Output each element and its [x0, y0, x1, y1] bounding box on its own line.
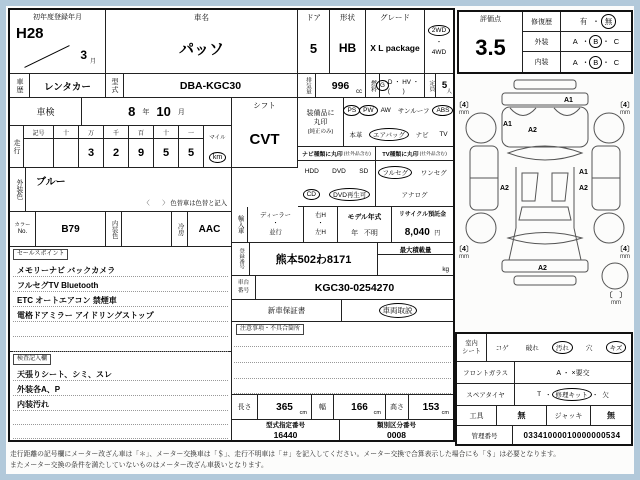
mileage-unit-cell — [204, 126, 232, 168]
mileage-header-100: 百 — [129, 126, 154, 139]
equip-aw: AW — [380, 106, 391, 114]
caution-section — [232, 322, 453, 395]
tv-type-header-note: (社外品含む) — [419, 152, 447, 157]
tread-depth-unit: mm — [611, 299, 621, 306]
front-bumper-strip-top — [514, 80, 576, 89]
headlight-left — [510, 108, 536, 116]
interior-color-label-cell — [106, 212, 122, 247]
mileage-digit-kigo — [24, 139, 54, 168]
import-dealer-cell — [248, 207, 304, 243]
seat-stain: 汚れ — [555, 345, 569, 352]
nav-hdd: HDD — [304, 168, 319, 176]
caution-empty-line — [234, 362, 451, 363]
windshield-value: A ・ ×要交 — [515, 362, 631, 384]
equipment-row-2 — [344, 130, 453, 139]
sales-point-empty-line — [13, 336, 228, 352]
capacity-unit: 人 — [446, 89, 452, 95]
first-registration-month: 3 — [80, 48, 87, 62]
class-category-value: 0008 — [387, 429, 406, 440]
sales-points-section — [10, 247, 232, 352]
drivetrain-cell — [425, 10, 453, 74]
interior-grade-sep: ・ — [602, 57, 610, 67]
import-dealer-sep: ・ — [272, 220, 279, 228]
interior-grade-label: 内装 — [523, 52, 561, 72]
equip-abs: ABS — [436, 106, 450, 114]
exterior-grade-sep: ・ — [581, 37, 590, 46]
footer-line-2: またメーター交換の条件を満たしていないものはメーター改ざん車扱いとなります。 — [10, 461, 268, 469]
vehicle-manual-cell — [342, 300, 453, 322]
shift-value: CVT — [249, 130, 280, 148]
mileage-header-kigo: 記号 — [24, 126, 54, 139]
inspector-note-line: 内装汚れ — [13, 395, 228, 411]
type-designation-label: 型式指定番号 — [266, 422, 305, 430]
recycle-deposit-unit: 円 — [434, 231, 441, 237]
evaluation-score-value: 3.5 — [475, 35, 506, 60]
management-no-label: 管理番号 — [457, 426, 513, 444]
sales-point-line: ETC オートエアコン 禁煙車 — [13, 291, 228, 307]
mileage-digit-1k: 2 — [104, 139, 129, 168]
registration-no-value: 熊本502わ8171 — [250, 243, 378, 276]
repair-history-label: 修復歴 — [523, 12, 561, 32]
sales-point-line: フルセグTV Bluetooth — [13, 276, 228, 292]
recycle-deposit-label: リサイクル預託金 — [398, 212, 447, 218]
import-handle-cell — [304, 207, 338, 243]
tv-type-header: TV種類に丸印 — [382, 152, 419, 158]
chassis-no-label-cell — [232, 276, 256, 300]
equip-tv: TV — [439, 130, 448, 138]
tv-type-row-2 — [391, 190, 437, 199]
mileage-digit-10k: 3 — [79, 139, 104, 168]
tv-type-row-1 — [376, 168, 453, 177]
length-unit: cm — [299, 410, 307, 416]
wheel-front-right — [594, 113, 624, 143]
repair-history-sep: ・ — [592, 17, 600, 26]
max-load-unit: kg — [442, 266, 449, 273]
max-load-label: 最大積載量 — [378, 243, 453, 255]
tv-type-items-cell — [376, 161, 453, 207]
equipment-label: 装備品に丸印 — [306, 109, 335, 126]
color-no-label-bottom: No. — [17, 228, 28, 235]
tv-type-header-cell — [376, 147, 453, 161]
seat-label-top: 室内 — [465, 339, 478, 347]
tread-depth-front-left — [452, 102, 476, 116]
rear-deck-left — [509, 228, 516, 260]
repair-history-value-cell — [561, 12, 631, 32]
equipment-row-1 — [344, 106, 453, 115]
tools-label: 工具 — [457, 406, 497, 426]
caution-empty-line — [234, 378, 451, 379]
spare-tire-missing: 欠 — [602, 392, 609, 399]
caution-empty-line — [234, 393, 451, 394]
rear-window — [508, 233, 582, 245]
sales-points-tab: セールスポイント — [13, 249, 68, 260]
jack-value: 無 — [591, 406, 631, 426]
import-label-cell — [232, 207, 248, 243]
inspector-note-empty-line — [13, 424, 228, 439]
fuel-gasoline-mark: G — [380, 82, 385, 89]
tread-depth-front-right-value: 〔4〕 — [616, 102, 634, 109]
spare-tire-repair-kit: 修理キット — [555, 392, 588, 399]
history-label: 車歴 — [16, 77, 23, 94]
mileage-header-10k: 万 — [79, 126, 104, 139]
capacity-value: 5 — [441, 80, 448, 91]
drivetrain-4wd: 4WD — [431, 49, 447, 56]
equipment-items-cell — [344, 98, 453, 147]
first-registration-month-unit: 月 — [89, 59, 96, 65]
tread-depth-unit: mm — [620, 109, 630, 116]
fuel-label: 燃料 — [369, 79, 376, 92]
seat-hole: 穴 — [585, 345, 593, 352]
main-info-table — [8, 8, 455, 442]
height-label: 高さ — [386, 395, 409, 420]
width-label: 幅 — [312, 395, 334, 420]
wheel-rear-left — [466, 213, 496, 243]
model-code-label-cell — [106, 74, 124, 98]
nav-dvd: DVD — [332, 168, 346, 176]
first-registration-label: 初年度登録年月 — [33, 14, 82, 21]
new-car-warranty-cell: 新車保証書 — [232, 300, 342, 322]
first-registration-cell — [10, 10, 106, 74]
model-year-value-cell — [351, 228, 378, 238]
tread-depth-rear-left — [452, 246, 476, 260]
body-color-note: 色替車は色替と記入 — [170, 200, 227, 207]
nav-dvd-play: DVD再生可 — [333, 191, 367, 199]
condition-table — [455, 332, 633, 446]
type-designation-cell — [232, 420, 340, 440]
class-category-cell — [340, 420, 453, 440]
exterior-grade-sep: ・ — [602, 37, 610, 46]
nav-sd: SD — [359, 168, 369, 176]
mileage-header-1: 一 — [179, 126, 204, 139]
model-year-value: 不明 — [363, 230, 378, 238]
tread-depth-rear-right — [613, 246, 637, 260]
color-no-value: B79 — [36, 212, 106, 247]
tread-depth-front-left-value: 〔4〕 — [455, 102, 473, 109]
wheel-front-left — [466, 113, 496, 143]
car-name-value: パッソ — [178, 40, 224, 58]
tv-fullseg: フルセグ — [382, 169, 409, 177]
chassis-no-label: 車台番号 — [237, 280, 250, 294]
footer-notes — [10, 450, 634, 471]
spare-tire-sep: ・ — [591, 392, 599, 399]
import-handle-sep: ・ — [317, 220, 324, 228]
caution-tab: 注意事項・不具合箇所 — [236, 324, 304, 335]
mileage-unit-mile: マイル — [209, 134, 226, 141]
doors-cell — [298, 10, 330, 74]
displacement-cell — [316, 74, 366, 98]
equip-sunroof: サンルーフ — [397, 107, 430, 115]
type-designation-value: 16440 — [273, 429, 298, 440]
windshield-label: フロントガラス — [457, 362, 515, 384]
equip-navi: ナビ — [415, 131, 429, 139]
sales-point-empty-line — [13, 321, 228, 337]
drivetrain-2wd: 2WD — [431, 27, 447, 34]
jack-label: ジャッキ — [547, 406, 591, 426]
interior-grade-sep: ・ — [581, 57, 590, 67]
interior-grade-c: C — [613, 57, 620, 67]
exterior-grade-value-cell — [561, 32, 631, 52]
capacity-label-cell — [425, 74, 436, 98]
shaken-month-unit: 月 — [177, 108, 185, 116]
shaken-month: 10 — [156, 104, 171, 119]
interior-grade-a: A — [572, 57, 578, 67]
chassis-no-value: KGC30-0254270 — [256, 276, 453, 300]
import-dealer: ディーラー — [260, 211, 291, 219]
tread-depth-spare-value: 〔 〕 — [605, 292, 627, 299]
nav-type-items-cell — [298, 161, 376, 207]
doors-label: ドア — [306, 13, 321, 22]
inspector-note-line: 外装各A、P — [13, 380, 228, 396]
nav-type-row-2 — [298, 190, 375, 199]
tread-depth-unit: mm — [459, 109, 469, 116]
shaken-label: 車検 — [10, 98, 82, 126]
car-name-cell — [106, 10, 298, 74]
width-value: 166 — [351, 401, 368, 413]
doors-value: 5 — [309, 40, 318, 56]
equip-airbag: エアバッグ — [373, 131, 405, 139]
fuel-options: D ・ HV ・ ( ) — [387, 78, 420, 95]
shaken-value-cell — [82, 98, 232, 126]
nav-type-header-cell — [298, 147, 376, 161]
windshield — [508, 146, 582, 160]
diagonal-slash — [24, 45, 69, 68]
rear-bench-seat — [519, 207, 571, 220]
shift-cell — [232, 98, 298, 168]
mileage-header-100k: 十 — [54, 126, 79, 139]
length-label: 長さ — [232, 395, 258, 420]
drivetrain-separator: ・ — [435, 39, 443, 46]
damage-mark-right-side: A1 — [579, 169, 588, 176]
evaluation-table — [457, 10, 633, 74]
spare-tire-sep: ・ — [545, 392, 552, 399]
interior-color-value — [122, 212, 172, 247]
mileage-label: 走行 — [13, 138, 20, 155]
registration-no-label: 登録番号 — [238, 248, 245, 270]
body-shape-label: 形状 — [340, 13, 355, 22]
car-name-label: 車名 — [194, 13, 209, 22]
width-cell — [334, 395, 386, 420]
capacity-label: 定員 — [427, 79, 434, 92]
seat-condition-items — [487, 334, 631, 362]
body-color-cell — [26, 168, 232, 212]
spare-tire-value-cell — [515, 384, 631, 406]
displacement-unit: cc — [356, 89, 362, 95]
grade-cell — [366, 10, 425, 74]
interior-grade-value-cell — [561, 52, 631, 72]
capacity-cell — [436, 74, 453, 98]
tread-depth-unit: mm — [459, 253, 469, 260]
body-color-value: ブルー — [36, 177, 66, 188]
management-no-value: 03341000010000000534 — [523, 430, 621, 440]
mileage-digit-10: 5 — [154, 139, 179, 168]
equip-leather: 本革 — [349, 131, 363, 139]
vehicle-manual: 車両取説 — [382, 306, 413, 315]
model-code-label: 型式 — [111, 77, 118, 94]
displacement-label-cell — [298, 74, 316, 98]
ac-label-cell — [172, 212, 188, 247]
caution-empty-line — [234, 346, 451, 347]
ac-label: 冷房 — [176, 222, 184, 236]
damage-mark-left-fender: A1 — [503, 121, 512, 128]
body-color-label-cell — [10, 168, 26, 212]
nav-type-header: ナビ種類に丸印 — [302, 152, 343, 158]
footer-line-1: 走行距離の記号欄にメーター改ざん車は「＊」、メーター交換車は「＄」、走行不明車は「＃」を記入してください。メーター交換で合算表示した場合にも「＄」は必要となります。 — [10, 451, 560, 458]
damage-mark-left-side: A2 — [500, 185, 509, 192]
sales-point-line: メモリーナビ バックカメラ — [13, 261, 228, 277]
exterior-grade-label: 外装 — [523, 32, 561, 52]
shaken-year-unit: 年 — [142, 108, 150, 116]
body-color-label: 外装色 — [14, 179, 22, 200]
repair-history-no: 無 — [604, 17, 613, 26]
spare-tire-t: T — [537, 391, 542, 398]
equipment-label-cell — [298, 98, 344, 147]
history-value: レンタカー — [30, 74, 106, 98]
nav-type-header-note: (社外品含む) — [343, 152, 371, 157]
nav-type-row-1 — [298, 168, 375, 175]
mileage-digit-100k — [54, 139, 79, 168]
shaken-year: 8 — [128, 104, 136, 119]
color-no-label-cell — [10, 212, 36, 247]
exterior-grade-b: B — [593, 37, 599, 46]
exterior-grade-a: A — [572, 37, 578, 46]
grade-value: X L package — [370, 43, 420, 53]
front-seat-left — [522, 173, 538, 201]
body-color-note-cell — [143, 198, 227, 207]
repair-history-yes: 有 — [579, 17, 588, 26]
mileage-digit-100: 9 — [129, 139, 154, 168]
import-parallel: 並行 — [269, 228, 282, 236]
height-cell — [409, 395, 453, 420]
import-rh: 右H — [315, 211, 326, 219]
mileage-header-1k: 千 — [104, 126, 129, 139]
first-registration-era: H28 — [16, 25, 44, 42]
mileage-digit-1: 5 — [179, 139, 204, 168]
model-year-unit: 年 — [351, 230, 359, 238]
seat-label-cell — [457, 334, 487, 362]
body-shape-cell — [330, 10, 366, 74]
recycle-deposit-value-cell — [405, 222, 441, 240]
recycle-deposit-value: 8,040 — [404, 227, 430, 238]
mileage-unit-km: km — [212, 153, 223, 161]
tools-value: 無 — [497, 406, 547, 426]
wheel-rear-right — [594, 213, 624, 243]
mileage-label-cell — [10, 126, 24, 168]
spare-tire — [602, 263, 628, 289]
inspector-note-empty-line — [13, 410, 228, 425]
headlight-right — [554, 108, 580, 116]
tread-depth-rear-left-value: 〔4〕 — [455, 246, 473, 253]
tread-depth-spare — [604, 292, 628, 306]
seat-label-bottom: シート — [462, 347, 481, 355]
ac-value: AAC — [188, 212, 232, 247]
recycle-deposit-cell — [392, 207, 453, 243]
inspector-note-line: 天張りシート、シミ、スレ — [13, 365, 228, 381]
fuel-label-cell — [366, 74, 380, 98]
shift-label: シフト — [253, 101, 276, 110]
body-color-paren: 〈 〉 — [143, 200, 169, 207]
interior-color-label: 内装色 — [110, 219, 118, 239]
equip-pw: PW — [363, 106, 374, 114]
model-year-label: モデル年式 — [347, 213, 382, 221]
height-value: 153 — [422, 401, 440, 413]
grade-label: グレード — [380, 13, 410, 22]
model-year-cell — [338, 207, 392, 243]
length-cell — [258, 395, 312, 420]
import-lh: 左H — [315, 228, 326, 236]
car-damage-diagram — [452, 76, 638, 330]
history-label-cell — [10, 74, 30, 98]
seat-burn: コゲ — [495, 345, 509, 352]
max-load-cell — [378, 243, 453, 276]
seat-scratch: キズ — [609, 345, 623, 352]
inspector-notes-tab: 検査記入欄 — [13, 354, 51, 365]
tv-oneseg: ワンセグ — [420, 169, 447, 177]
front-seat-right — [552, 173, 568, 201]
tread-depth-front-right — [613, 102, 637, 116]
sales-point-line: 電格ドアミラー アイドリングストップ — [13, 306, 228, 322]
nav-cd: CD — [306, 190, 316, 198]
model-code-value: DBA-KGC30 — [124, 74, 298, 98]
damage-mark-front-bumper: A1 — [564, 97, 573, 104]
seat-tear: 破れ — [525, 345, 539, 352]
fuel-cell — [380, 74, 425, 98]
equip-ps: PS — [347, 106, 357, 114]
exterior-grade-c: C — [613, 37, 620, 46]
tv-analog: アナログ — [401, 192, 428, 200]
length-value: 365 — [276, 401, 293, 413]
interior-grade-b: B — [593, 57, 599, 67]
tread-depth-unit: mm — [620, 253, 630, 260]
spare-tire-label: スペアタイヤ — [457, 384, 515, 406]
rear-deck-right — [574, 228, 581, 260]
front-bumper-strip — [502, 93, 588, 105]
body-shape-value: HB — [338, 41, 357, 55]
rear-bumper-strip-bottom — [514, 276, 576, 285]
damage-mark-hood: A2 — [528, 127, 537, 134]
mileage-header-10: 十 — [154, 126, 179, 139]
height-unit: cm — [441, 410, 449, 416]
equipment-note: (純正のみ) — [307, 129, 334, 136]
evaluation-score-cell — [459, 12, 523, 72]
inspector-notes-section — [10, 352, 232, 440]
damage-mark-rear-bumper: A2 — [538, 265, 547, 272]
displacement-value: 996 — [331, 79, 350, 92]
registration-no-label-cell — [232, 243, 250, 276]
damage-mark-right-side-lower: A2 — [579, 185, 588, 192]
evaluation-score-label: 評価点 — [480, 16, 501, 23]
class-category-label: 類別区分番号 — [377, 422, 416, 430]
displacement-label: 排気量 — [304, 76, 311, 95]
tread-depth-rear-right-value: 〔4〕 — [616, 246, 634, 253]
import-label: 輸入車 — [236, 215, 244, 234]
width-unit: cm — [373, 410, 381, 416]
color-no-label-top: カラー — [14, 222, 31, 229]
